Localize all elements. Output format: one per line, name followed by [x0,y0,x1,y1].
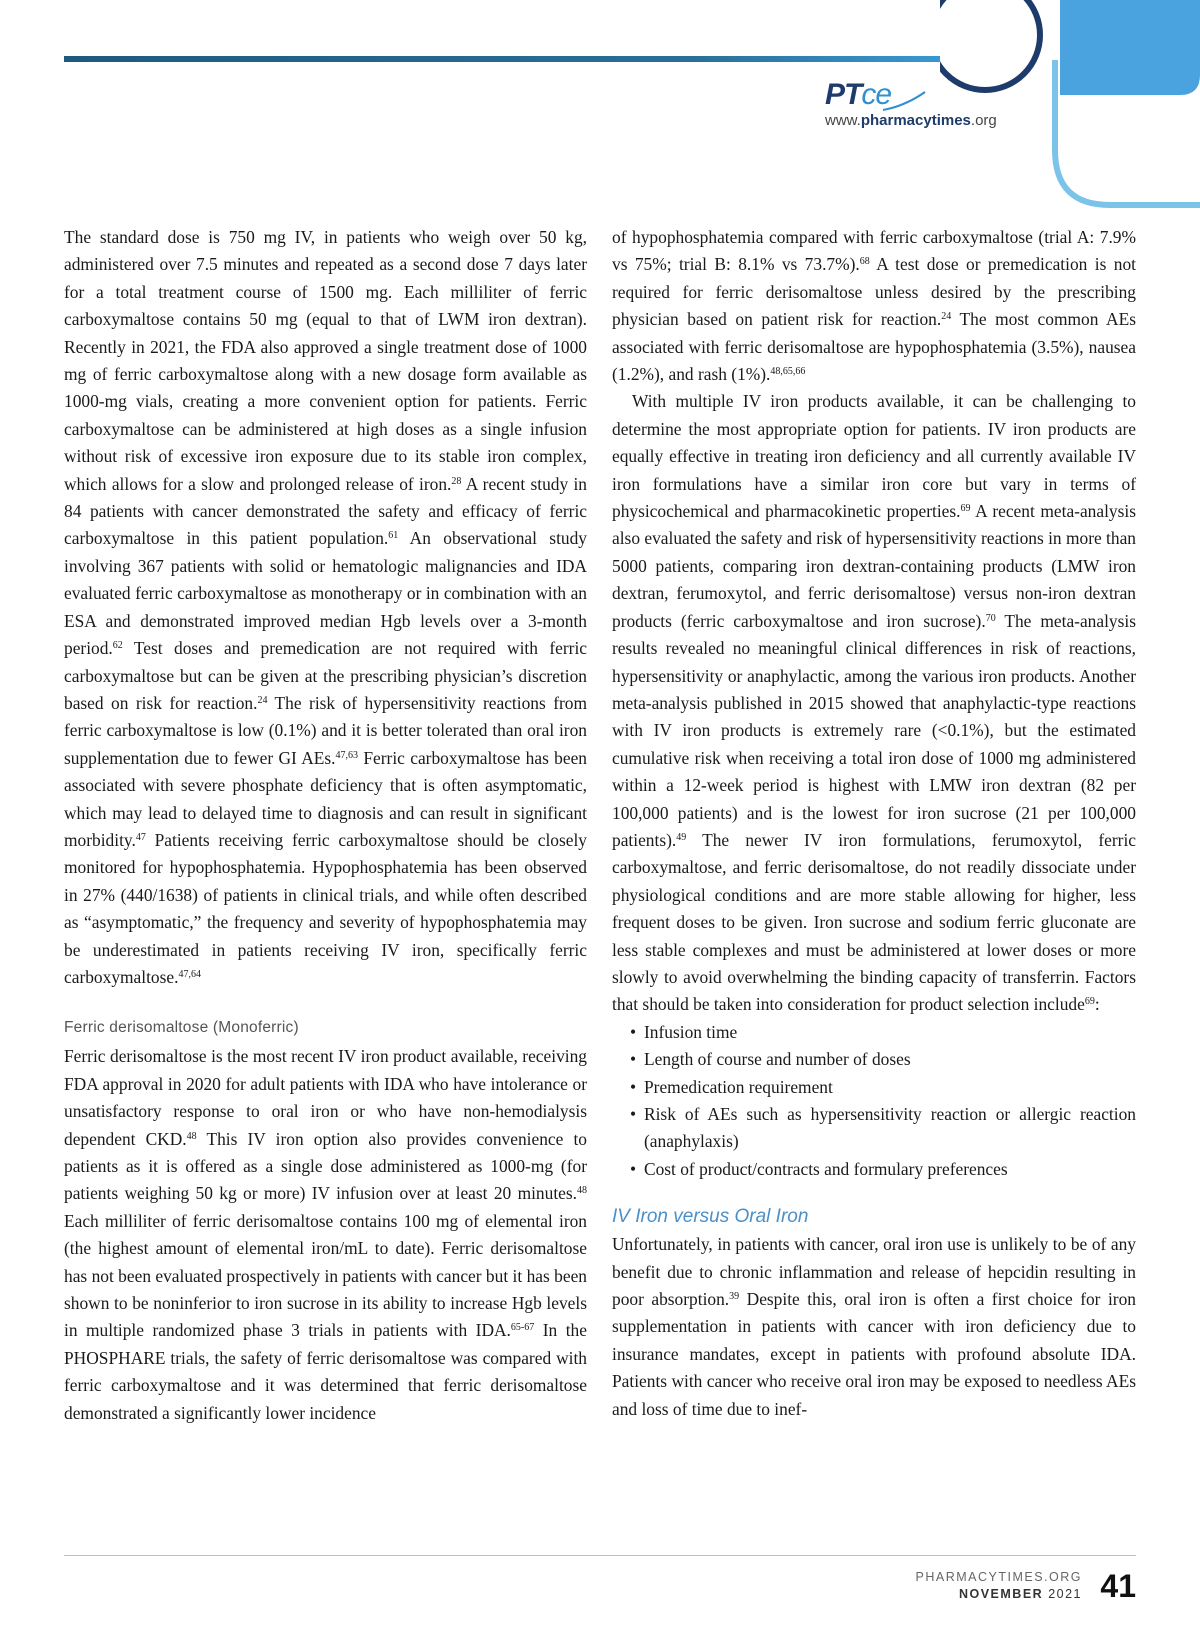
text-run: A recent study in 84 patients with cancer demonstrated the safety and efficacy of ferric carboxymaltose in this patient population. [64,473,588,549]
citation-superscript: 68 [859,256,870,268]
footer-rule [64,1555,1136,1556]
citation-superscript: 69 [1084,996,1095,1008]
text-run: Ferric derisomaltose is the most recent IV iron product available, receiving FDA approval in 2020 for adult patients with IDA who have intolerance or unsatisfactory response to oral iron or who have non-hemodialysis dependent CKD. [64,1046,587,1149]
citation-superscript: 48 [186,1130,197,1142]
navy-ring [940,0,1040,90]
logo-url[interactable]: www.pharmacytimes.org [825,112,997,129]
list-item: • Infusion time [612,1019,1136,1046]
ptce-logo[interactable] [825,78,1035,134]
citation-superscript: 47,63 [335,749,359,761]
blue-corner-shape [1060,0,1200,95]
paragraph [64,1043,587,1427]
citation-superscript: 69 [960,503,971,515]
footer-date: NOVEMBER 2021 [958,1587,1082,1601]
right-column [612,224,1136,1423]
list-item: • Length of course and number of doses [612,1046,1136,1073]
paragraph [612,388,1136,1018]
left-column [64,224,587,1427]
text-run: The meta-analysis results revealed no meaningful clinical differences in risk of reactions, hypersensitivity or anaphylactic, among the various iron products. Another meta-analysis published in 2015 showed that anaphylactic-type reactions with IV iron products is extremely rare (<0.1%), but the estimated cumulative risk when receiving a total iron dose of 1000 mg administered within a 12-week period is highest with LMW iron dextran (82 per 100,000 patients) and is the lowest for iron sucrose (21 per 100,000 patients). [612,610,1136,850]
text-run: Despite this, oral iron is often a first choice for iron supplementation in patients with cancer with iron deficiency due to insurance mandates, except in patients with profound absolute IDA. Patients with cancer who receive oral iron may be exposed to needless AEs and loss of time due to inef- [612,1289,1136,1419]
section-subheading: IV Iron versus Oral Iron [612,1206,809,1228]
text-run: A test dose or premedication is not required for ferric derisomaltose unless desired by the prescribing physician based on patient risk for reaction. [612,254,1136,330]
text-run: The risk of hypersensitivity reactions from ferric carboxymaltose is low (0.1%) and it is better tolerated than oral iron supplementation due to fewer GI AEs. [64,692,587,768]
footer-site[interactable]: PHARMACYTIMES.ORG [915,1570,1082,1584]
list-item: • Cost of product/contracts and formulary preferences [612,1156,1136,1183]
citation-superscript: 62 [112,640,123,652]
text-run: With multiple IV iron products available, it can be challenging to determine the most appropriate option for patients. IV iron products are equally effective in treating iron deficiency and all currently available IV iron formulations have a similar iron core but vary in terms of physicochemical and pharmacokinetic properties. [612,391,1136,522]
text-run: Each milliliter of ferric derisomaltose contains 100 mg of elemental iron (the highest amount of elemental iron/mL to date). Ferric derisomaltose has not been evaluated prospectively in patients with cancer but it has been shown to be noninferior to iron sucrose in its ability to increase Hgb levels in multiple randomized phase 3 trials in patients with IDA. [64,1210,587,1341]
citation-superscript: 65-67 [510,1322,535,1334]
paragraph [612,224,1136,388]
citation-superscript: 39 [729,1291,740,1303]
bullet-icon: • [630,1158,637,1179]
text-run: The newer IV iron formulations, ferumoxytol, ferric carboxymaltose, and ferric derisomaltose, do not readily dissociate under physiological conditions and are more stable allowing for higher, less frequent doses to be given. Iron sucrose and sodium ferric gluconate are less stable complexes and must be administered at lower doses or more slowly to avoid overwhelming the binding capacity of transferrin. Factors that should be taken into consideration for product selection include [612,829,1136,1015]
text-run: Unfortunately, in patients with cancer, oral iron use is unlikely to be of any benefit due to chronic inflammation and release of hepcidin resulting in poor absorption. [612,1234,1136,1310]
citation-superscript: 47 [135,831,146,843]
text-run: Patients receiving ferric carboxymaltose should be closely monitored for hypophosphatemia. Hypophosphatemia has been observed in 27% (440/1638) of patients in clinical trials, and while often described as “asymptomatic,” the frequency and severity of hypophosphatemia may be underestimated in patients receiving IV iron, specifically ferric carboxymaltose. [64,829,587,987]
text-run: : [1094,994,1100,1015]
citation-superscript: 24 [941,311,952,323]
text-run: A recent meta-analysis also evaluated the safety and risk of hypersensitivity reactions in more than 5000 patients, comparing iron dextran-containing products (LMW iron dextran, ferumoxytol, and ferric derisomaltose) versus non-iron dextran products (ferric carboxymaltose and iron sucrose). [612,501,1136,631]
text-run: Test doses and premedication are not required with ferric carboxymaltose but can be given at the prescribing physician’s discretion based on risk for reaction. [64,638,587,713]
text-run: of hypophosphatemia compared with ferric carboxymaltose (trial A: 7.9% vs 75%; trial B: 8.1% vs 73.7%). [612,227,1136,275]
bullet-list [612,1019,1136,1183]
bullet-icon: • [630,1104,637,1124]
citation-superscript: 70 [985,612,996,624]
citation-superscript: 24 [257,694,268,706]
citation-superscript: 47,64 [178,968,201,980]
text-run: This IV iron option also provides convenience to patients as it is offered as a single dose administered as 1000-mg (for patients weighing 50 kg or more) IV infusion over at least 20 minutes. [64,1128,587,1204]
list-item: • Premedication requirement [612,1074,1136,1101]
citation-superscript: 48,65,66 [770,366,806,378]
citation-superscript: 61 [388,530,399,542]
header-rule [64,56,964,62]
page-number: 41 [1100,1568,1136,1604]
bullet-icon: • [630,1049,637,1070]
text-run: The most common AEs associated with ferric derisomaltose are hypophosphatemia (3.5%), nausea (1.2%), and rash (1%). [612,309,1136,385]
text-run: Ferric carboxymaltose has been associated with severe phosphate deficiency that is often asymptomatic, which may lead to delayed time to diagnosis and can result in significant morbidity. [64,747,588,850]
list-item: • Risk of AEs such as hypersensitivity reaction or allergic reaction (anaphylaxis) [612,1101,1136,1156]
citation-superscript: 49 [676,831,687,843]
citation-superscript: 48 [577,1185,587,1197]
logo-wordmark: PTce [825,78,892,111]
text-run: An observational study involving 367 patients with solid or hematologic malignancies and IDA evaluated ferric carboxymaltose as monotherapy or in combination with an ESA and demonstrated improved median Hgb levels over a 3-month period. [64,528,587,659]
paragraph [612,1231,1136,1423]
bullet-icon: • [630,1076,637,1097]
paragraph [64,224,587,991]
section-subheading: Ferric derisomaltose (Monoferric) [64,1019,299,1037]
text-run: In the PHOSPHARE trials, the safety of ferric derisomaltose was compared with ferric carboxymaltose and it was determined that ferric derisomaltose demonstrated a significantly lower incidence [64,1320,587,1423]
bullet-icon: • [630,1021,637,1042]
text-run: The standard dose is 750 mg IV, in patients who weigh over 50 kg, administered over 7.5 minutes and repeated as a second dose 7 days later for a total treatment course of 1500 mg. Each milliliter of ferric carboxymaltose contains 50 mg (equal to that of LWM iron dextran). Recently in 2021, the FDA also approved a single treatment dose of 1000 mg of ferric carboxymaltose along with a new dosage form available as 1000-mg vials, creating a more convenient option for patients. Ferric carboxymaltose can be administered at high doses as a single infusion without risk of excessive iron exposure due to its stable iron complex, which allows for a slow and prolonged release of iron. [64,227,587,494]
citation-superscript: 28 [451,475,462,487]
